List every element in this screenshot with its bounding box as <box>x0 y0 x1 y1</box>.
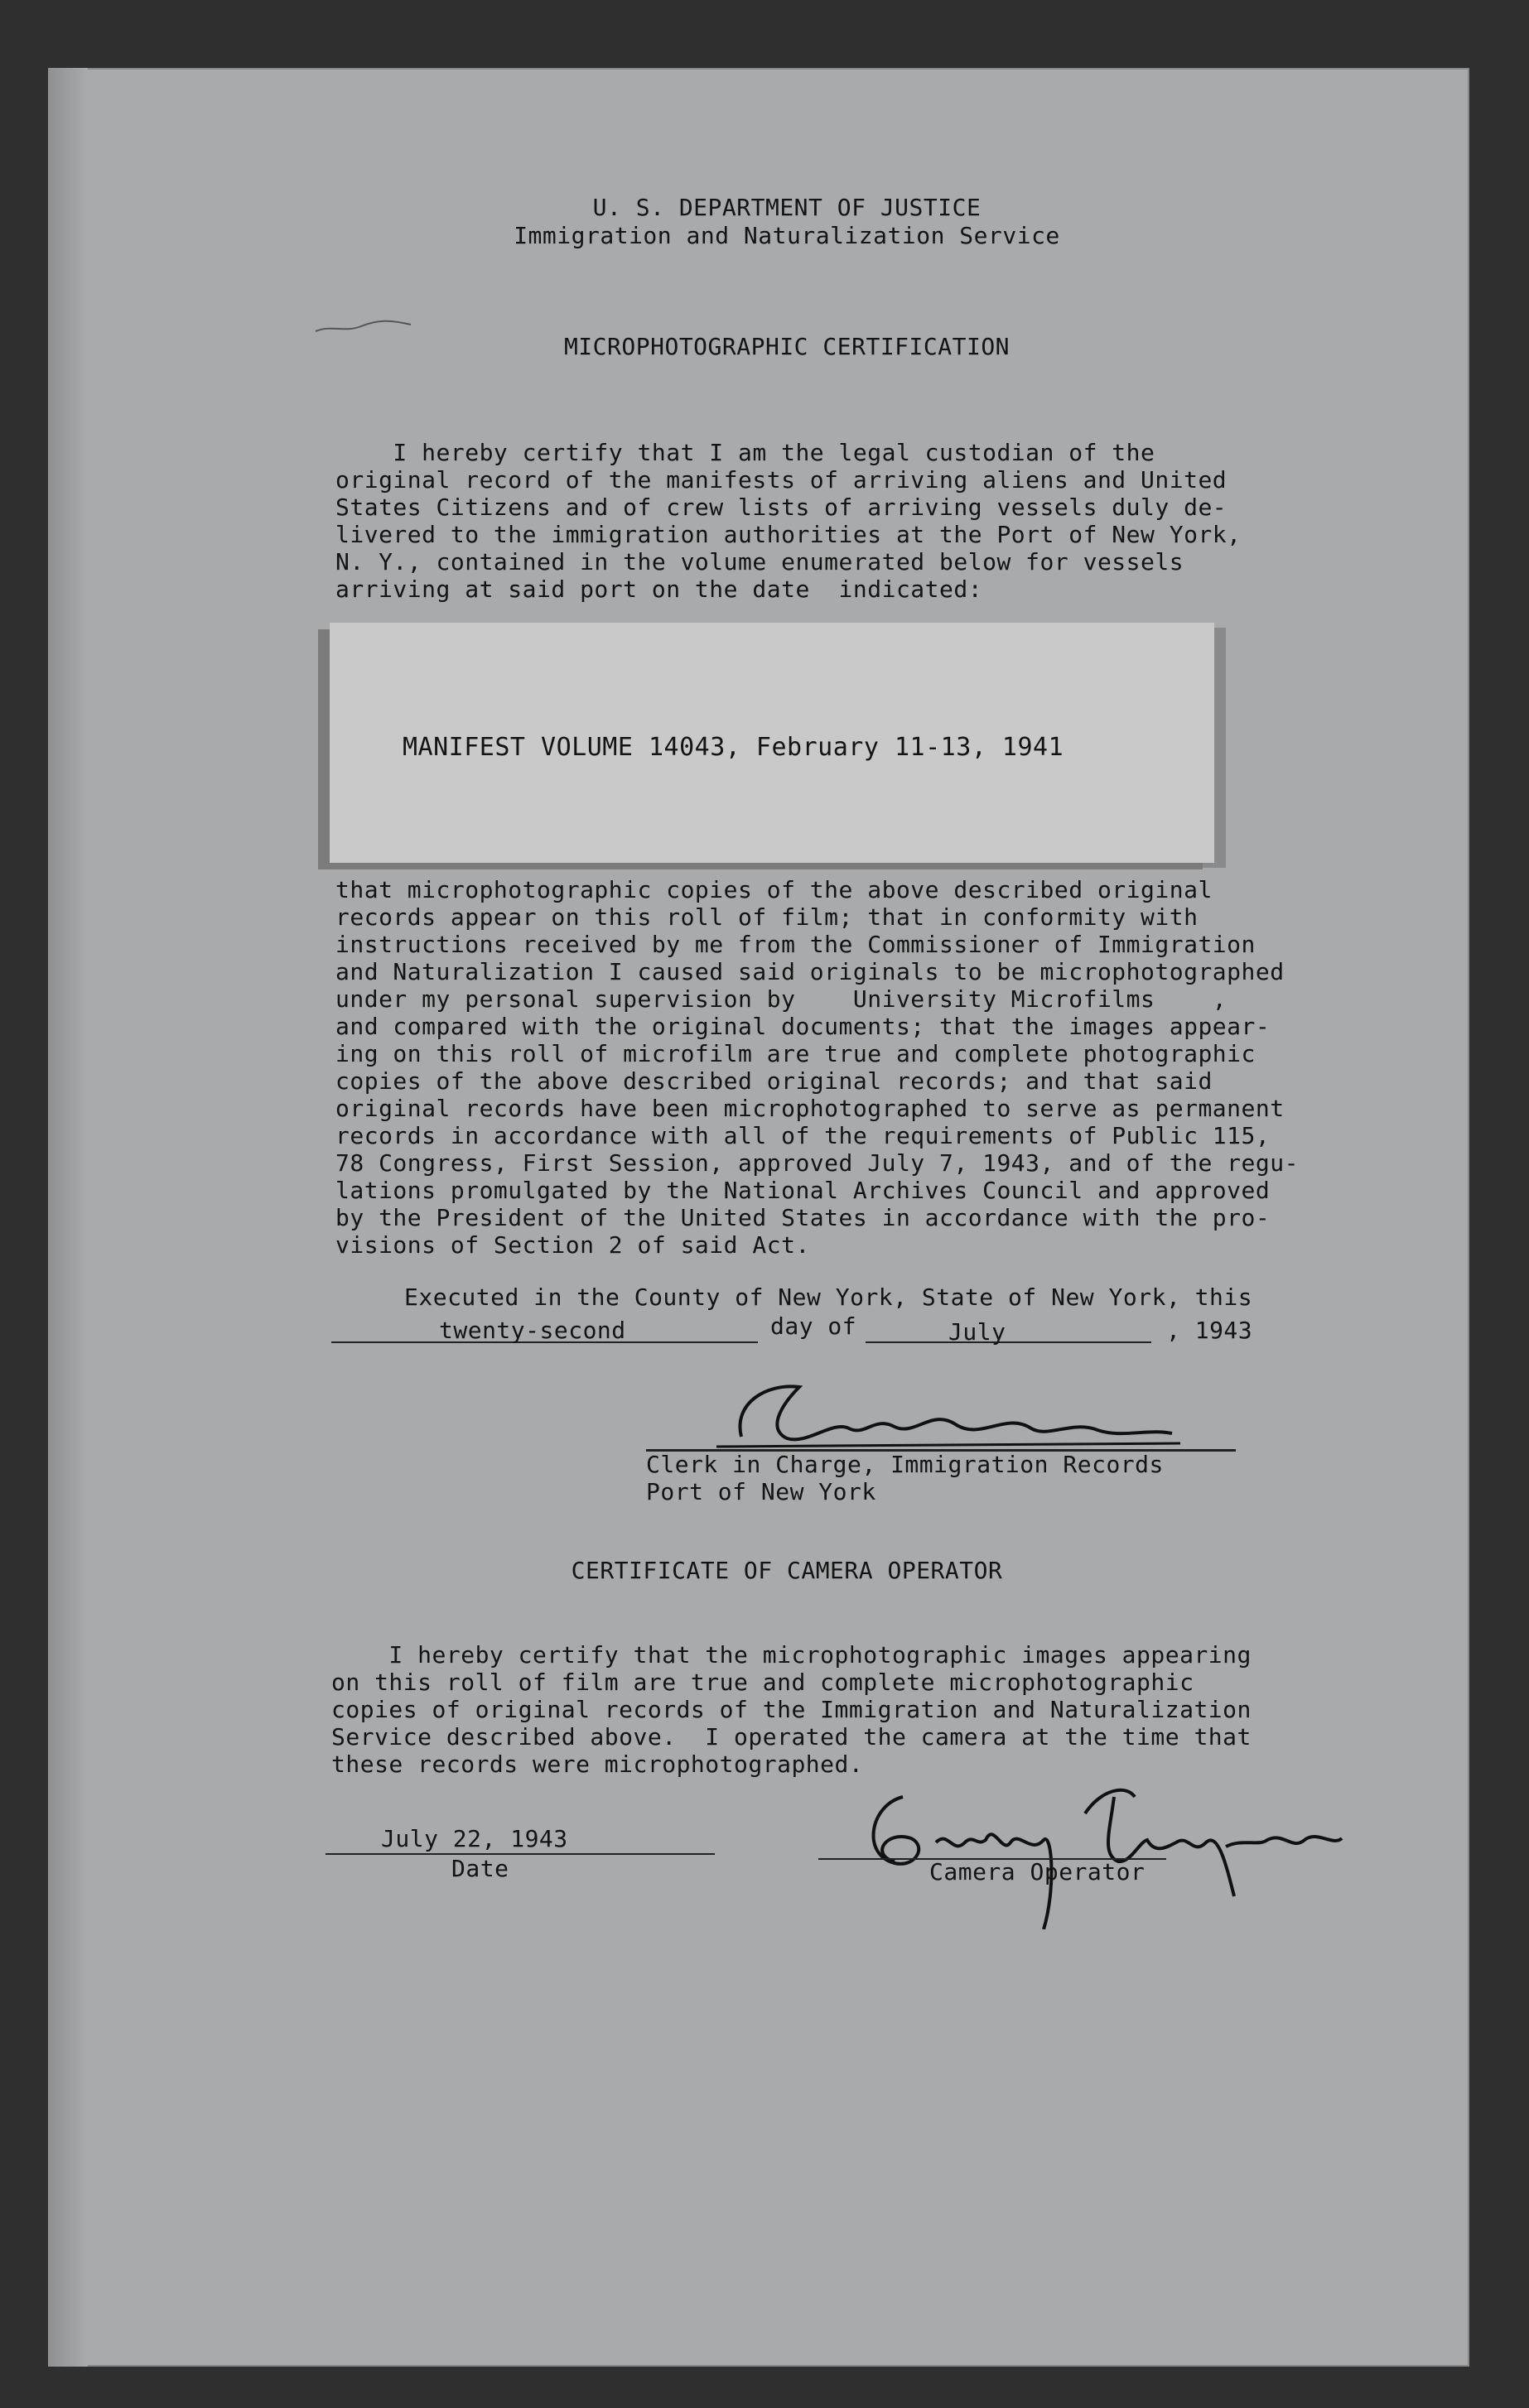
page-edge-shadow <box>48 68 88 2367</box>
camera-operator-signature <box>837 1764 1350 1929</box>
operator-certificate-body: I hereby certify that the microphotographic images appearing on this roll of film are true and complete microphotographic copies of original records of the Immigration and Naturalization Service described above. I operated the camera at the time that these records were microphotographed. <box>331 1641 1252 1778</box>
pencil-scribble-mark <box>311 308 427 341</box>
operator-date: July 22, 1943 <box>381 1825 568 1852</box>
clerk-title: Clerk in Charge, Immigration Records <box>646 1451 1164 1478</box>
certification-body: that microphotographic copies of the above described original records appear on this roll of film; that in conformity with instructions received by me from the Commissioner of Immigration and Naturalization I caused said originals to be microphotographed under my personal supervision by University Microfilms , and compared with the original documents; that the images appear- ing on this roll of microfilm are true and complete photographic copies of the above described original records; and that said original records have been microphotographed to serve as permanent records in accordance with all of the requirements of Public 115, 78 Congress, First Session, approved July 7, 1943, and of the regu- lations promulgated by the National Archives Council and approved by the President of the United States in accordance with the pro- visions of Section 2 of said Act. <box>335 876 1299 1259</box>
day-of-label: day of <box>770 1312 857 1340</box>
month-underline <box>866 1341 1151 1343</box>
execution-month: July <box>948 1318 1006 1346</box>
clerk-signature <box>708 1370 1189 1462</box>
department-heading: U. S. DEPARTMENT OF JUSTICE <box>592 194 982 221</box>
execution-year: , 1943 <box>1166 1317 1253 1344</box>
camera-operator-label: Camera Operator <box>929 1858 1146 1885</box>
clerk-port: Port of New York <box>646 1478 876 1505</box>
date-label: Date <box>451 1855 509 1882</box>
date-underline <box>326 1853 715 1855</box>
manifest-volume-label: MANIFEST VOLUME 14043, February 11-13, 1941 <box>403 733 1064 762</box>
operator-certificate-title: CERTIFICATE OF CAMERA OPERATOR <box>571 1557 1003 1584</box>
certification-title: MICROPHOTOGRAPHIC CERTIFICATION <box>563 333 1010 360</box>
intro-paragraph: I hereby certify that I am the legal custodian of the original record of the manifests of arriving aliens and United States Citizens and of crew lists of arriving vessels duly de- livered to the immigration authorities at the Port of New York, N. Y., contained in the volume enumerated below for vessels arriving at said port on the date indicated: <box>335 439 1242 603</box>
execution-statement: Executed in the County of New York, State of New York, this <box>404 1283 1253 1311</box>
service-heading: Immigration and Naturalization Service <box>514 222 1060 249</box>
execution-day: twenty-second <box>439 1317 626 1344</box>
